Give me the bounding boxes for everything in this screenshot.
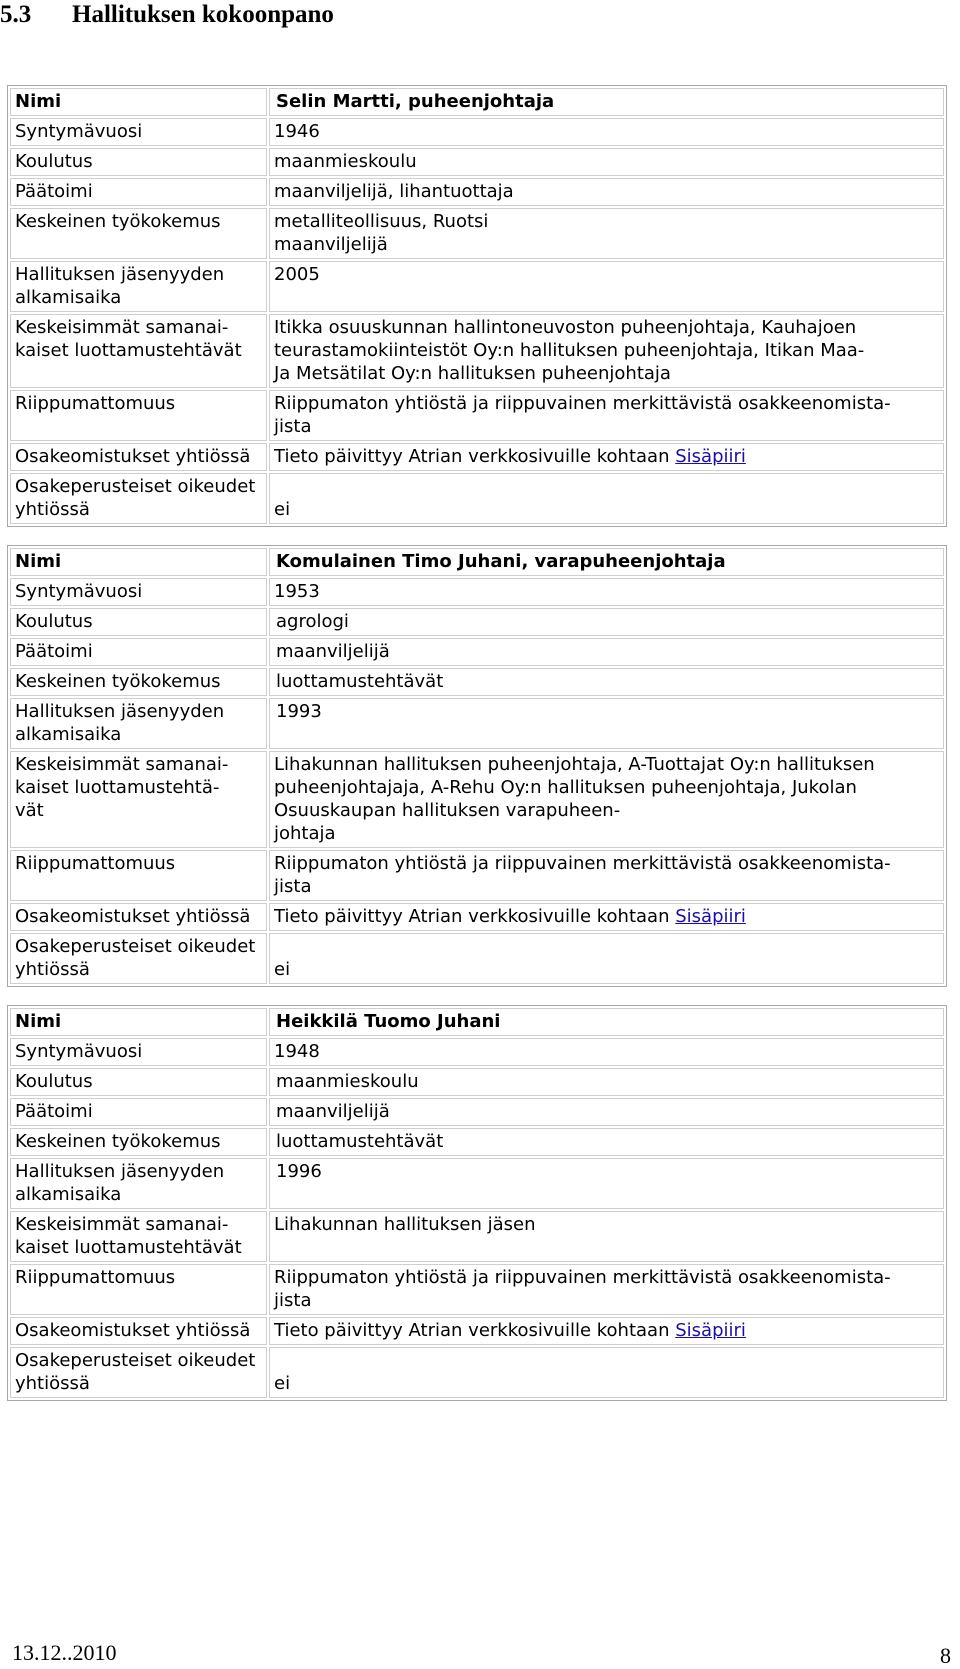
member-name: Heikkilä Tuomo Juhani — [269, 1008, 944, 1036]
member-name: Selin Martti, puheenjohtaja — [269, 88, 944, 116]
member-since-label-line: alkamisaika — [15, 724, 122, 745]
member-since-value: 2005 — [269, 261, 944, 312]
positions-label-line: Keskeisimmät samanai- — [15, 754, 229, 775]
experience-label: Keskeinen työkokemus — [10, 1128, 267, 1156]
positions-line: teurastamokiinteistöt Oy:n hallituksen puheenjohtaja, Itikan Maa- — [274, 340, 865, 361]
positions-label — [10, 751, 267, 848]
row-member-since — [10, 1158, 944, 1209]
member-since-label-line: alkamisaika — [15, 287, 122, 308]
row-rights — [10, 473, 944, 524]
member-since-label — [10, 698, 267, 749]
experience-value: luottamustehtävät — [269, 1128, 944, 1156]
holdings-label: Osakeomistukset yhtiössä — [10, 903, 267, 931]
rights-label-line: yhtiössä — [15, 959, 90, 980]
row-independence — [10, 1264, 944, 1315]
occupation-label: Päätoimi — [10, 638, 267, 666]
positions-line: Osuuskaupan hallituksen varapuheen- — [274, 800, 621, 821]
holdings-text: Tieto päivittyy Atrian verkkosivuille kohtaan — [274, 906, 670, 927]
positions-value — [269, 751, 944, 848]
experience-label: Keskeinen työkokemus — [10, 668, 267, 696]
member-since-label-line: Hallituksen jäsenyyden — [15, 264, 225, 285]
row-birth-year — [10, 578, 944, 606]
section-heading — [0, 0, 334, 30]
birth-year-value: 1953 — [269, 578, 944, 606]
rights-label-line: yhtiössä — [15, 499, 90, 520]
member-name: Komulainen Timo Juhani, varapuheenjohtaja — [269, 548, 944, 576]
education-value: maanmieskoulu — [269, 148, 944, 176]
row-holdings — [10, 443, 944, 471]
rights-value: ei — [269, 1347, 944, 1398]
row-positions — [10, 751, 944, 848]
education-value: agrologi — [269, 608, 944, 636]
rights-label — [10, 933, 267, 984]
holdings-value — [269, 443, 944, 471]
board-member-table-2 — [7, 545, 947, 987]
row-rights — [10, 1347, 944, 1398]
independence-value — [269, 1264, 944, 1315]
board-member-table-3 — [7, 1005, 947, 1401]
holdings-value — [269, 1317, 944, 1345]
independence-label: Riippumattomuus — [10, 850, 267, 901]
birth-year-value: 1946 — [269, 118, 944, 146]
board-member-table-1 — [7, 85, 947, 527]
member-since-label — [10, 1158, 267, 1209]
experience-value — [269, 208, 944, 259]
row-independence — [10, 390, 944, 441]
row-experience — [10, 208, 944, 259]
row-education — [10, 148, 944, 176]
member-since-label — [10, 261, 267, 312]
rights-label — [10, 473, 267, 524]
birth-year-label: Syntymävuosi — [10, 578, 267, 606]
independence-line: jista — [274, 416, 312, 437]
holdings-label: Osakeomistukset yhtiössä — [10, 443, 267, 471]
independence-line: Riippumaton yhtiöstä ja riippuvainen merkittävistä osakkeenomista- — [274, 853, 891, 874]
rights-label-line: yhtiössä — [15, 1373, 90, 1394]
holdings-text: Tieto päivittyy Atrian verkkosivuille kohtaan — [274, 446, 670, 467]
name-label: Nimi — [10, 548, 267, 576]
member-since-value: 1993 — [269, 698, 944, 749]
holdings-text: Tieto päivittyy Atrian verkkosivuille kohtaan — [274, 1320, 670, 1341]
footer-date: 13.12..2010 — [12, 1640, 117, 1665]
occupation-value: maanviljelijä — [269, 638, 944, 666]
positions-line: johtaja — [274, 823, 336, 844]
section-title: Hallituksen kokoonpano — [72, 1, 334, 28]
name-label: Nimi — [10, 88, 267, 116]
birth-year-value: 1948 — [269, 1038, 944, 1066]
holdings-label: Osakeomistukset yhtiössä — [10, 1317, 267, 1345]
positions-label-line: kaiset luottamustehtävät — [15, 1237, 242, 1258]
row-independence — [10, 850, 944, 901]
experience-value: luottamustehtävät — [269, 668, 944, 696]
sisapiiri-link[interactable]: Sisäpiiri — [675, 446, 746, 467]
row-member-since — [10, 261, 944, 312]
row-birth-year — [10, 118, 944, 146]
positions-line: Lihakunnan hallituksen puheenjohtaja, A-Tuottajat Oy:n hallituksen — [274, 754, 875, 775]
row-positions — [10, 1211, 944, 1262]
independence-line: jista — [274, 1290, 312, 1311]
row-experience — [10, 1128, 944, 1156]
row-occupation — [10, 178, 944, 206]
occupation-label: Päätoimi — [10, 1098, 267, 1126]
rights-label-line: Osakeperusteiset oikeudet — [15, 1350, 256, 1371]
positions-label — [10, 1211, 267, 1262]
member-since-value: 1996 — [269, 1158, 944, 1209]
education-label: Koulutus — [10, 148, 267, 176]
positions-line: puheenjohtajaja, A-Rehu Oy:n hallituksen puheenjohtaja, Jukolan — [274, 777, 857, 798]
positions-label-line: kaiset luottamustehtä- — [15, 777, 220, 798]
experience-line: metalliteollisuus, Ruotsi — [274, 211, 489, 232]
rights-label-line: Osakeperusteiset oikeudet — [15, 936, 256, 957]
occupation-label: Päätoimi — [10, 178, 267, 206]
independence-label: Riippumattomuus — [10, 1264, 267, 1315]
sisapiiri-link[interactable]: Sisäpiiri — [675, 1320, 746, 1341]
independence-label: Riippumattomuus — [10, 390, 267, 441]
member-since-label-line: Hallituksen jäsenyyden — [15, 1161, 225, 1182]
rights-value: ei — [269, 473, 944, 524]
member-since-label-line: alkamisaika — [15, 1184, 122, 1205]
positions-line: Ja Metsätilat Oy:n hallituksen puheenjohtaja — [274, 363, 671, 384]
row-education — [10, 608, 944, 636]
row-occupation — [10, 1098, 944, 1126]
member-since-label-line: Hallituksen jäsenyyden — [15, 701, 225, 722]
education-label: Koulutus — [10, 1068, 267, 1096]
row-holdings — [10, 903, 944, 931]
positions-label-line: vät — [15, 800, 44, 821]
rights-value: ei — [269, 933, 944, 984]
row-education — [10, 1068, 944, 1096]
experience-label: Keskeinen työkokemus — [10, 208, 267, 259]
independence-value — [269, 850, 944, 901]
holdings-value — [269, 903, 944, 931]
independence-line: jista — [274, 876, 312, 897]
positions-label — [10, 314, 267, 388]
independence-line: Riippumaton yhtiöstä ja riippuvainen merkittävistä osakkeenomista- — [274, 393, 891, 414]
independence-line: Riippumaton yhtiöstä ja riippuvainen merkittävistä osakkeenomista- — [274, 1267, 891, 1288]
page-number: 8 — [940, 1643, 951, 1668]
positions-value: Lihakunnan hallituksen jäsen — [269, 1211, 944, 1262]
row-experience — [10, 668, 944, 696]
positions-label-line: Keskeisimmät samanai- — [15, 1214, 229, 1235]
row-rights — [10, 933, 944, 984]
positions-label-line: kaiset luottamustehtävät — [15, 340, 242, 361]
positions-label-line: Keskeisimmät samanai- — [15, 317, 229, 338]
row-positions — [10, 314, 944, 388]
row-member-since — [10, 698, 944, 749]
experience-line: maanviljelijä — [274, 234, 388, 255]
rights-label — [10, 1347, 267, 1398]
sisapiiri-link[interactable]: Sisäpiiri — [675, 906, 746, 927]
independence-value — [269, 390, 944, 441]
name-label: Nimi — [10, 1008, 267, 1036]
row-birth-year — [10, 1038, 944, 1066]
positions-value — [269, 314, 944, 388]
row-name — [10, 548, 944, 576]
positions-line: Itikka osuuskunnan hallintoneuvoston puheenjohtaja, Kauhajoen — [274, 317, 857, 338]
birth-year-label: Syntymävuosi — [10, 1038, 267, 1066]
education-label: Koulutus — [10, 608, 267, 636]
birth-year-label: Syntymävuosi — [10, 118, 267, 146]
row-name — [10, 1008, 944, 1036]
occupation-value: maanviljelijä — [269, 1098, 944, 1126]
education-value: maanmieskoulu — [269, 1068, 944, 1096]
row-occupation — [10, 638, 944, 666]
row-holdings — [10, 1317, 944, 1345]
section-number: 5.3 — [0, 1, 32, 28]
row-name — [10, 88, 944, 116]
rights-label-line: Osakeperusteiset oikeudet — [15, 476, 256, 497]
occupation-value: maanviljelijä, lihantuottaja — [269, 178, 944, 206]
